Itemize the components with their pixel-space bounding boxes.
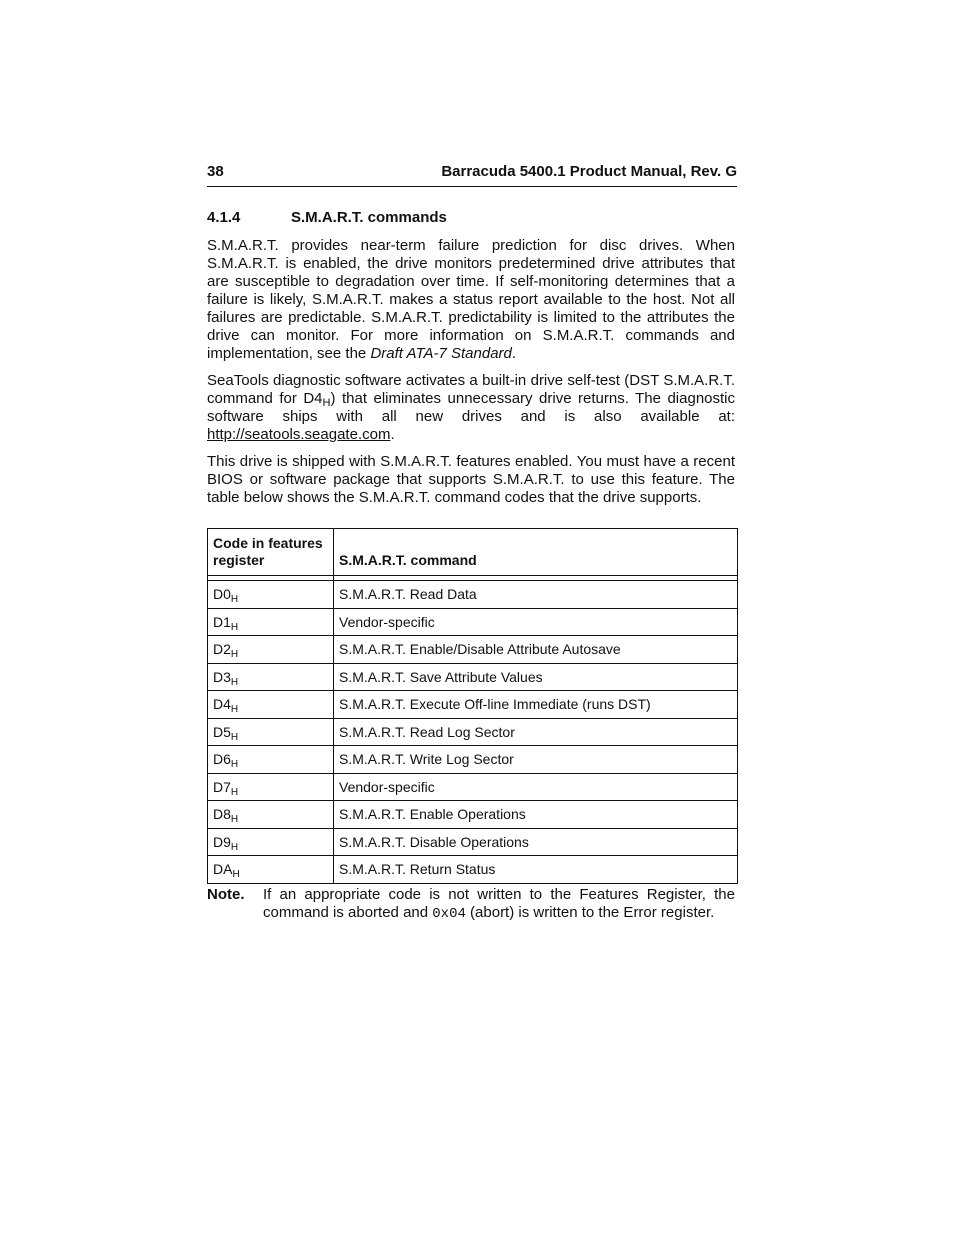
- table-row: [208, 718, 737, 746]
- section-number: 4.1.4: [207, 209, 241, 226]
- cell-code: $DA_H$: [208, 856, 334, 883]
- paragraph-text: S.M.A.R.T. provides near-term failure prediction for disc drives. When S.M.A.R.T. is enabled, the drive monitors predetermined drive attributes that are susceptible to degradation over time. If self-monitoring determines that a failure is likely, S.M.A.R.T. makes a status report available to the host. Not all failures are predictable. S.M.A.R.T. predictability is limited to the attributes the drive can monitor. For more information on S.M.A.R.T. commands and implementation, see the: [207, 237, 735, 362]
- emphasis-standard: Draft ATA-7 Standard: [370, 345, 512, 362]
- cell-command: S.M.A.R.T. Enable Operations: [339, 806, 526, 822]
- cell-code: $D5_H$: [208, 719, 334, 746]
- table-row: [208, 745, 737, 773]
- cell-command: S.M.A.R.T. Read Data: [339, 586, 477, 602]
- table-body: [208, 581, 737, 883]
- cell-code: $D8_H$: [208, 801, 334, 828]
- table-row: [208, 663, 737, 691]
- smart-command-table: [207, 528, 738, 884]
- seatools-link[interactable]: http://seatools.seagate.com: [207, 426, 391, 443]
- table-row: [208, 773, 737, 801]
- note-body: If an appropriate code is not written to the Features Register, the command is aborted and 0x04 (abort) is written to the Error register.: [263, 886, 735, 922]
- table-row: [208, 635, 737, 663]
- cell-command: S.M.A.R.T. Execute Off-line Immediate (runs DST): [339, 696, 651, 712]
- section-title: S.M.A.R.T. commands: [291, 209, 447, 226]
- cell-code: $D6_H$: [208, 746, 334, 773]
- cell-code: $D2_H$: [208, 636, 334, 663]
- cell-command: S.M.A.R.T. Return Status: [339, 861, 496, 877]
- table-row: [208, 800, 737, 828]
- cell-command: Vendor-specific: [339, 613, 435, 630]
- cell-command: S.M.A.R.T. Save Attribute Values: [339, 668, 543, 685]
- cell-code: $D7_H$: [208, 774, 334, 801]
- section-heading: [207, 208, 447, 228]
- table-row: [208, 581, 737, 608]
- cell-command: S.M.A.R.T. Write Log Sector: [339, 751, 514, 767]
- abort-code: 0x04: [432, 906, 466, 922]
- header-code: Code in features register: [208, 529, 334, 575]
- table-row: [208, 690, 737, 718]
- paragraph-seatools: SeaTools diagnostic software activates a built-in drive self-test (DST S.M.A.R.T. command for $D4_H$) that eliminates unnecessary drive returns. The diagnostic software ships with all new drives and is also available at: http://seatools.seagate.com.: [207, 372, 736, 443]
- header-command: S.M.A.R.T. command: [339, 552, 477, 568]
- cell-code: $D4_H$: [208, 691, 334, 718]
- table-row: [208, 828, 737, 856]
- cell-command: S.M.A.R.T. Read Log Sector: [339, 723, 515, 740]
- paragraph-smart-intro: S.M.A.R.T. provides near-term failure prediction for disc drives. When S.M.A.R.T. is enabled, the drive monitors predetermined drive attributes that are susceptible to degradation over time. If self-monitoring determines that a failure is likely, S.M.A.R.T. makes a status report available to the host. Not all failures are predictable. S.M.A.R.T. predictability is limited to the attributes the drive can monitor. For more information on S.M.A.R.T. commands and implementation, see the Draft ATA-7 Standard.: [207, 237, 735, 362]
- table-row: [208, 855, 737, 883]
- paragraph-shipping: This drive is shipped with S.M.A.R.T. features enabled. You must have a recent BIOS or software package that supports S.M.A.R.T. to use this feature. The table below shows the S.M.A.R.T. command codes that the drive supports.: [207, 453, 735, 506]
- cell-code: $D0_H$: [208, 581, 334, 608]
- table-row: [208, 608, 737, 636]
- table-header-row: [208, 529, 737, 576]
- note: [207, 886, 735, 923]
- manual-title: Barracuda 5400.1 Product Manual, Rev. G: [441, 163, 737, 180]
- note-label: Note.: [207, 886, 245, 903]
- cell-command: S.M.A.R.T. Enable/Disable Attribute Autosave: [339, 641, 621, 657]
- page-header: [207, 162, 737, 187]
- subscript-h: H: [322, 397, 331, 409]
- cell-code: $D1_H$: [208, 609, 334, 636]
- page-number: 38: [207, 163, 224, 180]
- cell-command: S.M.A.R.T. Disable Operations: [339, 833, 529, 850]
- cell-command: Vendor-specific: [339, 778, 435, 795]
- cell-code: $D3_H$: [208, 664, 334, 691]
- cell-code: $D9_H$: [208, 829, 334, 856]
